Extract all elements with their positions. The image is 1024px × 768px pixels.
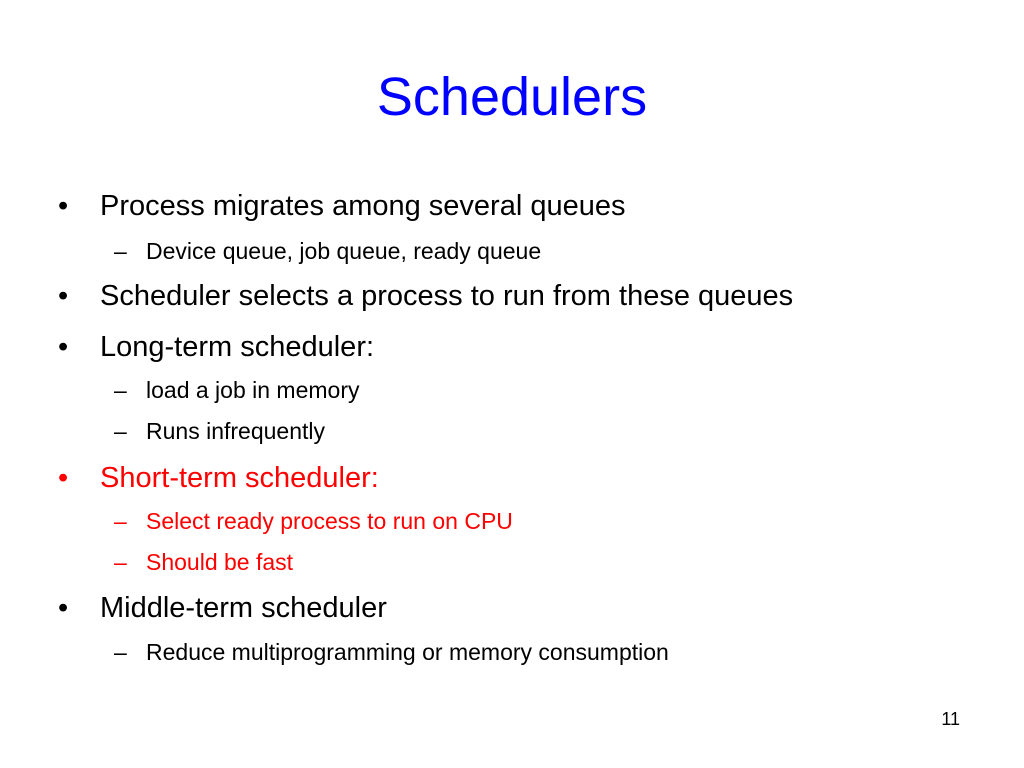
bullet-text: Scheduler selects a process to run from these queues [100,280,794,312]
dash-marker: – [114,238,127,264]
dash-marker: – [114,377,127,403]
sub-bullet-text: Select ready process to run on CPU [146,508,513,534]
sub-bullet-text: Runs infrequently [146,418,325,444]
sub-bullet-item-highlighted [114,507,513,535]
dash-marker: – [114,639,127,665]
bullet-text: Short-term scheduler: [100,462,379,494]
page-number: 11 [941,709,960,729]
bullet-marker: • [58,280,69,312]
sub-bullet-item [114,376,360,404]
sub-bullet-item [114,237,542,265]
sub-bullet-text: load a job in memory [146,377,360,403]
dash-marker: – [114,508,127,534]
bullet-marker: • [58,190,69,222]
bullet-item-highlighted [58,460,379,496]
sub-bullet-item [114,638,669,666]
bullet-text: Process migrates among several queues [100,190,626,222]
sub-bullet-item [114,417,325,445]
bullet-item [58,278,794,314]
bullet-text: Middle-term scheduler [100,592,387,624]
bullet-marker: • [58,592,69,624]
dash-marker: – [114,549,127,575]
bullet-item [58,329,375,365]
dash-marker: – [114,418,127,444]
bullet-item [58,188,626,224]
bullet-item [58,590,387,626]
bullet-text: Long-term scheduler: [100,331,375,363]
slide-title: Schedulers [376,67,648,127]
bullet-marker: • [58,331,69,363]
sub-bullet-text: Reduce multiprogramming or memory consumption [146,639,669,665]
sub-bullet-item-highlighted [114,548,294,576]
sub-bullet-text: Should be fast [146,549,294,575]
bullet-marker: • [58,462,69,494]
sub-bullet-text: Device queue, job queue, ready queue [146,238,542,264]
